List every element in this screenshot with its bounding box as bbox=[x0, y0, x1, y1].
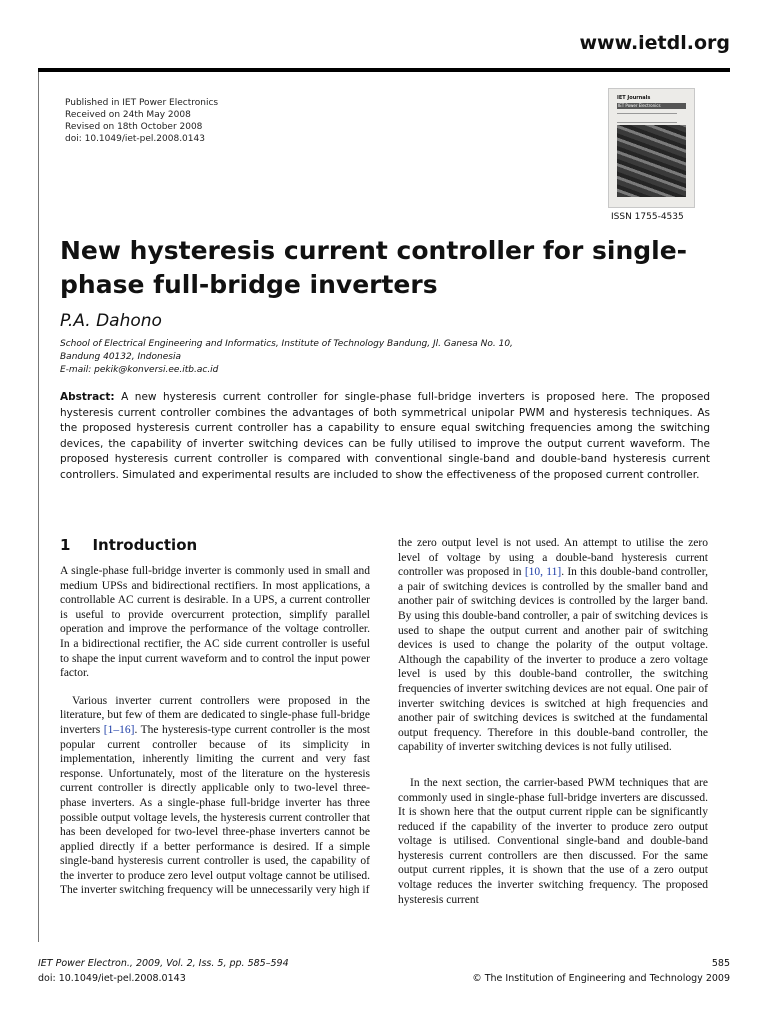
section-number: 1 bbox=[60, 536, 71, 554]
author: P.A. Dahono bbox=[60, 311, 162, 331]
citation-link[interactable]: [10, 11] bbox=[524, 566, 562, 579]
abstract bbox=[60, 390, 710, 483]
issn: ISSN 1755-4535 bbox=[611, 212, 684, 222]
page-number: 585 bbox=[711, 958, 730, 969]
header-rule bbox=[38, 68, 730, 72]
section-heading bbox=[60, 536, 197, 554]
cover-journal-name: IET Power Electronics bbox=[618, 103, 661, 108]
affiliation-line: Bandung 40132, Indonesia bbox=[60, 352, 181, 362]
left-column bbox=[60, 564, 370, 898]
journal-cover-image bbox=[608, 88, 695, 208]
paragraph bbox=[60, 694, 370, 898]
paragraph bbox=[398, 536, 708, 755]
paragraph-text: . In this double-band controller, a pair of switching devices is controlled by the smaller band and another pair of switching devices is controlled by the larger band. By using this double-band controller, a pair of switching devices is used to shape the output current and another pair of switching devices is used to change the polarity of the output voltage. Although the capability of the inverter to produce a zero voltage level is used by this double-band controller, the switching frequencies of inverter switching devices are not equal. One pair of inverter switching devices is switched at high frequencies and another pair of switching devices is switched at the fundamental output frequency. Therefore in this double-band controller, the capability of inverter switching devices is not fully utilised. bbox=[398, 566, 708, 754]
right-column bbox=[398, 536, 708, 907]
cover-text-lines bbox=[617, 113, 677, 123]
cover-photo bbox=[617, 125, 686, 197]
received-date: Received on 24th May 2008 bbox=[65, 110, 191, 120]
paragraph-text: . The hysteresis-type current controller is the most popular current controller because of its simplicity in implementation, inherently limiting the current and very fast response. Unfortunately, most of the literature on the hysteresis current controller is directly applicable only to two-level three-phase inverters. As a single-phase full-bridge inverter has three possible output voltage levels, the hysteresis current controller that has been developed for two-level three-phase inverters cannot be applied directly if a better performance is desired. If a simple single-band hysteresis current controller is used, the capability of the inverter to produce zero level output voltage cannot be utilised. The inverter switching frequency will be unnecessarily very high if bbox=[60, 723, 370, 897]
footer-journal-ref: IET Power Electron., 2009, Vol. 2, Iss. 5, pp. 585–594 bbox=[38, 958, 289, 969]
affiliation-line: School of Electrical Engineering and Informatics, Institute of Technology Bandung, Jl. Ganesa No. 10, bbox=[60, 339, 513, 349]
paragraph: A single-phase full-bridge inverter is commonly used in small and medium UPSs and bidirectional rectifiers. In most applications, a controllable AC current is desirable. In a UPS, a current controller is useful to provide overcurrent protection, simplify parallel operation and improve the performance of the voltage controller. In a bidirectional rectifier, the AC side current controller is useful to shape the input current waveform and to control the input power factor. bbox=[60, 565, 370, 680]
revised-date: Revised on 18th October 2008 bbox=[65, 122, 203, 132]
copyright: © The Institution of Engineering and Technology 2009 bbox=[472, 973, 730, 984]
article-title: New hysteresis current controller for single-phase full-bridge inverters bbox=[60, 236, 688, 299]
published-in: Published in IET Power Electronics bbox=[65, 98, 219, 108]
author-email[interactable]: E-mail: pekik@konversi.ee.itb.ac.id bbox=[60, 365, 219, 375]
paragraph-text: the zero output level is not used. An attempt to utilise the zero level of voltage by using a double-band hysteresis current controller was proposed in bbox=[398, 537, 708, 579]
footer-doi[interactable]: doi: 10.1049/iet-pel.2008.0143 bbox=[38, 973, 186, 984]
cover-brand: IET Journals bbox=[617, 95, 651, 101]
abstract-label: Abstract: bbox=[60, 391, 115, 403]
doi-header[interactable]: doi: 10.1049/iet-pel.2008.0143 bbox=[65, 134, 205, 144]
paragraph: In the next section, the carrier-based PWM techniques that are commonly used in single-phase full-bridge inverters are discussed. It is shown here that the output current ripple can be significantly reduced if the capability of the inverter to produce zero output voltage is utilised. Conventional single-band and double-band hysteresis current controllers are then discussed. For the same output current ripples, it is shown that the use of a zero output voltage reduces the inverter switching frequency. The proposed hysteresis current bbox=[398, 776, 708, 906]
margin-rule bbox=[38, 72, 39, 942]
citation-link[interactable]: [1–16] bbox=[103, 723, 135, 736]
paragraph-text: Various inverter current controllers were proposed in the literature, but few of them are dedicated to single-phase full-bridge inverters bbox=[60, 694, 370, 736]
affiliation bbox=[60, 338, 513, 377]
site-url[interactable]: www.ietdl.org bbox=[579, 32, 730, 54]
publication-info bbox=[65, 97, 218, 145]
section-title: Introduction bbox=[92, 536, 198, 554]
abstract-text: A new hysteresis current controller for single-phase full-bridge inverters is proposed here. The proposed hysteresis current controller combines the advantages of both symmetrical unipolar PWM and hysteresis techniques. As the proposed hysteresis current controller has a capability to ensure equal switching frequencies among the switching devices, the capability of inverter switching devices can be fully utilised to improve the output current waveform. The proposed hysteresis current controller is compared with conventional single-band and double-band hysteresis current controllers. Simulated and experimental results are included to show the effectiveness of the proposed current controller. bbox=[60, 391, 710, 481]
